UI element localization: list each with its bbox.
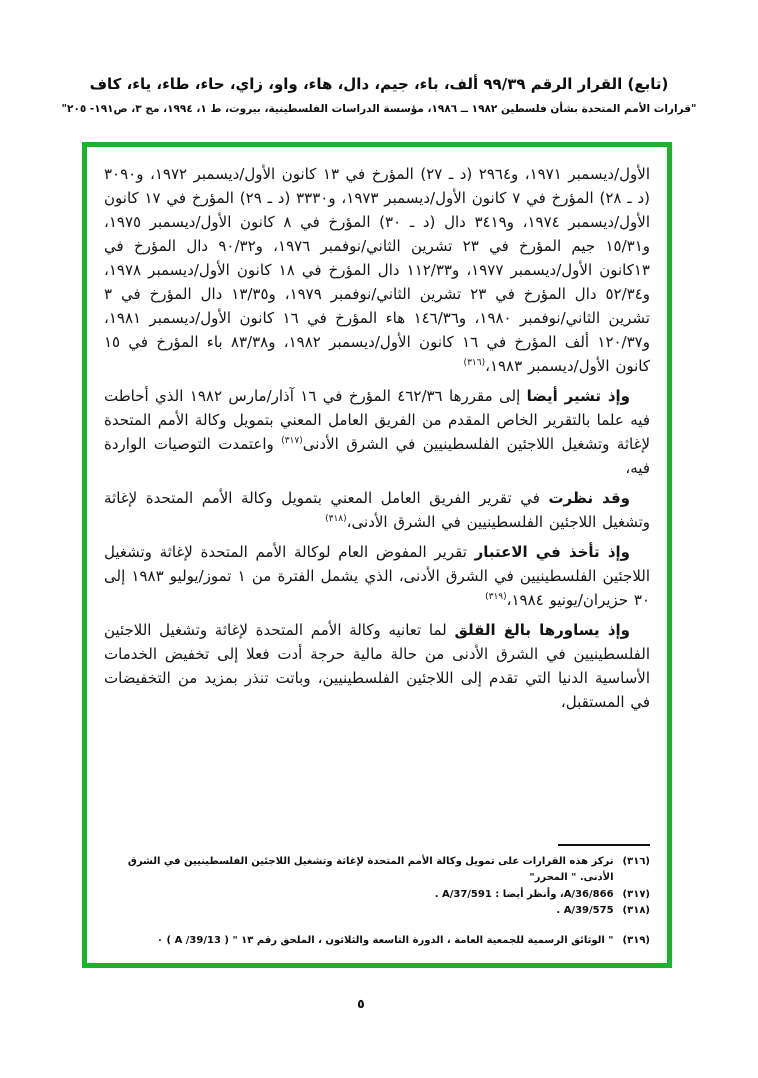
page-number: ٥ bbox=[357, 996, 365, 1011]
paragraph-text: في تقرير الفريق العامل المعني بتمويل وكالة الأمم المتحدة لإغاثة وتشغيل اللاجئين الفلسطينيين في الشرق الأدنى، bbox=[104, 489, 650, 531]
footnotes-section bbox=[104, 844, 650, 950]
footnote-reference: (٣١٨) bbox=[325, 514, 347, 524]
source-citation-line: "قرارات الأمم المتحدة بشأن فلسطين ١٩٨٢ ــ ١٩٨٦، مؤسسة الدراسات الفلسطينية، بيروت، ط ١، ١٩٩٤، مج ٣، ص١٩١- ٢٠٥" bbox=[61, 103, 697, 115]
paragraph bbox=[104, 486, 650, 534]
footnote-row bbox=[104, 933, 650, 950]
footnote-number: (٣١٧) bbox=[622, 888, 650, 900]
document-frame bbox=[82, 142, 672, 968]
paragraph bbox=[104, 540, 650, 612]
paragraph-text: الأول/ديسمبر ١٩٧١، و٢٩٦٤ (د ـ ٢٧) المؤرخ في ١٣ كانون الأول/ديسمبر ١٩٧٢، و٣٠٩٠ (د ـ ٢٨) المؤرخ في ٧ كانون الأول/ديسمبر ١٩٧٣، و٣٣٣٠ (د ـ ٢٩) المؤرخ في ١٧ كانون الأول/ديسمبر ١٩٧٤، و٣٤١٩ دال (د ـ ٣٠) المؤرخ في ٨ كانون الأول/ديسمبر ١٩٧٥، و١٥/٣١ جيم المؤرخ في ٢٣ تشرين الثاني/نوفمبر ١٩٧٦، و٩٠/٣٢ دال المؤرخ في ١٣كانون الأول/ديسمبر ١٩٧٧، و١١٢/٣٣ دال المؤرخ في ١٨ كانون الأول/ديسمبر ١٩٧٨، و٥٢/٣٤ دال المؤرخ في ٢٣ تشرين الثاني/نوفمبر ١٩٧٩، و١٣/٣٥ دال المؤرخ في ٣ تشرين الثاني/نوفمبر ١٩٨٠، و١٤٦/٣٦ هاء المؤرخ في ١٦ كانون الأول/ديسمبر ١٩٨١، و١٢٠/٣٧ ألف المؤرخ في ١٦ كانون الأول/ديسمبر ١٩٨٢، و٨٣/٣٨ باء المؤرخ في ١٥ كانون الأول/ديسمبر ١٩٨٣، bbox=[104, 165, 651, 375]
footnotes-list bbox=[104, 854, 650, 950]
paragraph-text: لما تعانيه وكالة الأمم المتحدة لإغاثة وتشغيل اللاجئين الفلسطينيين في الشرق الأدنى من حالة مالية حرجة أدت فعلا إلى تخفيض الخدمات الأساسية الدنيا التي تقدم إلى اللاجئين الفلسطينيين، وباتت تنذر بمزيد من التخفيضات في المستقبل، bbox=[104, 621, 650, 711]
footnote-row bbox=[104, 903, 650, 920]
footnote-text: " الوثائق الرسمية للجمعية العامة ، الدورة التاسعة والثلاثون ، الملحق رقم ١٣ " ( A /39/13 ) ٠ bbox=[156, 934, 614, 946]
footnote-number: (٣١٦) bbox=[622, 855, 650, 867]
paragraph-text: إلى مقررها ٤٦٢/٣٦ المؤرخ في ١٦ آذار/مارس ١٩٨٢ الذي أحاطت فيه علما بالتقرير الخاص المقدم من الفريق العامل المعني بتمويل وكالة الأمم المتحدة لإغاثة وتشغيل اللاجئين الفلسطينيين في الشرق الأدنى bbox=[104, 387, 651, 453]
paragraph-lead: وإذ تشير أيضا bbox=[526, 387, 630, 405]
body-paragraphs bbox=[104, 162, 650, 720]
footnote-number: (٣١٩) bbox=[622, 934, 650, 946]
paragraph-lead: وإذ يساورها بالغ القلق bbox=[454, 621, 630, 639]
paragraph bbox=[104, 618, 650, 714]
footnote-text: A/39/575 . bbox=[556, 905, 614, 916]
footnote-divider bbox=[558, 844, 650, 846]
footnote-row bbox=[104, 854, 650, 887]
footnote-row bbox=[104, 887, 650, 904]
paragraph-text: تقرير المفوض العام لوكالة الأمم المتحدة لإغاثة وتشغيل اللاجئين الفلسطينيين في الشرق الأدنى، الذي يشمل الفترة من ١ تموز/يوليو ١٩٨٣ إلى ٣٠ حزيران/يونيو ١٩٨٤، bbox=[104, 543, 651, 609]
paragraph bbox=[104, 384, 650, 480]
footnote-number: (٣١٨) bbox=[622, 905, 650, 916]
footnote-text: A/36/866، وأنظر أيضا : A/37/591 . bbox=[434, 888, 614, 900]
paragraph-lead: وإذ تأخذ في الاعتبار bbox=[474, 543, 630, 561]
paragraph-lead: وقد نظرت bbox=[548, 489, 630, 507]
footnote-reference: (٣١٩) bbox=[485, 592, 507, 602]
footnote-text: تركز هذه القرارات على تمويل وكالة الأمم المتحدة لإغاثة وتشغيل اللاجئين الفلسطينيين في الشرق الأدنى. " المحرر" bbox=[127, 855, 614, 883]
page-header bbox=[0, 74, 758, 116]
paragraph-text: واعتمدت التوصيات الواردة فيه، bbox=[104, 435, 650, 477]
paragraph bbox=[104, 162, 650, 378]
document-content bbox=[87, 147, 667, 963]
footnote-reference: (٣١٧) bbox=[281, 436, 303, 446]
resolution-title: (تابع) القرار الرقم ٩٩/٣٩ ألف، باء، جيم، دال، هاء، واو، زاي، حاء، طاء، ياء، كاف bbox=[89, 75, 669, 93]
footnote-reference: (٣١٦) bbox=[463, 358, 486, 368]
